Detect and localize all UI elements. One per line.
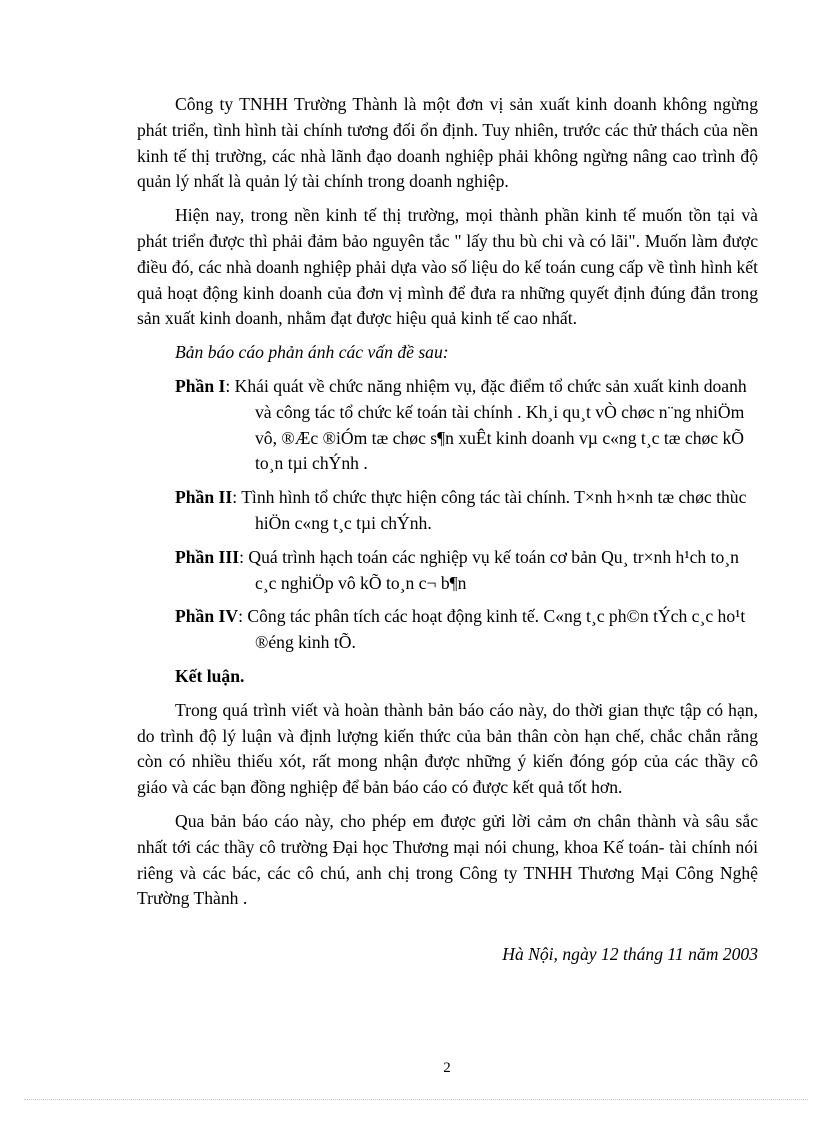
part-label: Phần I	[175, 375, 226, 396]
outline-item-part-3: Phần III: Quá trình hạch toán các nghiệp vụ kế toán cơ bản Qu¸ tr×nh h¹ch to¸n c¸c nghiÖp vô kÕ to¸n c¬ b¶n	[175, 546, 739, 593]
report-outline-intro: Bản báo cáo phản ánh các vấn đề sau:	[175, 342, 449, 363]
part-label: Phần III	[175, 546, 240, 567]
page-content	[137, 92, 758, 968]
page-number: 2	[443, 1060, 451, 1076]
conclusion-paragraph: Qua bản báo cáo này, cho phép em được gửi lời cảm ơn chân thành và sâu sắc nhất tới các thầy cô trường Đại học Thương mại nói chung, khoa Kế toán- tài chính nói riêng và các bác, các cô chú, anh chị trong Công ty TNHH Thương Mại Công Nghệ Trường Thành .	[137, 810, 758, 909]
part-description: Tình hình tổ chức thực hiện công tác tài chính. T×nh h×nh tæ chøc thùc hiÖn c«ng t¸c tµi chÝnh.	[241, 487, 747, 533]
date-signature: Hà Nội, ngày 12 tháng 11 năm 2003	[502, 944, 758, 965]
part-label: Phần II	[175, 487, 233, 508]
part-description: Quá trình hạch toán các nghiệp vụ kế toán cơ bản Qu¸ tr×nh h¹ch to¸n c¸c nghiÖp vô kÕ to¸n c¬ b¶n	[248, 546, 739, 593]
conclusion-paragraph: Trong quá trình viết và hoàn thành bản báo cáo này, do thời gian thực tập có hạn, do trình độ lý luận và định lượng kiến thức của bản thân còn hạn chế, chắc chắn rằng còn có nhiều thiếu xót, rất mong nhận được những ý kiến đóng góp của các thầy cô giáo và các bạn đồng nghiệp để bản báo cáo có được kết quả tốt hơn.	[137, 699, 758, 798]
outline-item-part-1: Phần I: Khái quát về chức năng nhiệm vụ, đặc điểm tổ chức sản xuất kinh doanh và công tác tổ chức kế toán tài chính . Kh¸i qu¸t vÒ chøc n¨ng nhiÖm vô, ®Æc ®iÓm tæ chøc s¶n xuÊt kinh doanh vµ c«ng t¸c tæ chøc kÕ to¸n tµi chÝnh .	[175, 375, 747, 474]
part-label: Phần IV	[175, 606, 239, 627]
conclusion-heading: Kết luận.	[175, 665, 245, 686]
part-description: Công tác phân tích các hoạt động kinh tế. C«ng t¸c ph©n tÝch c¸c ho¹t ®éng kinh tÕ.	[247, 606, 746, 653]
body-paragraph: Công ty TNHH Trường Thành là một đơn vị sản xuất kinh doanh không ngừng phát triển, tình hình tài chính tương đối ổn định. Tuy nhiên, trước các thử thách của nền kinh tế thị trường, các nhà lãnh đạo doanh nghiệp phải không ngừng nâng cao trình độ quản lý nhất là quản lý tài chính trong doanh nghiệp.	[137, 94, 758, 192]
outline-item-part-2: Phần II: Tình hình tổ chức thực hiện công tác tài chính. T×nh h×nh tæ chøc thùc hiÖn c«ng t¸c tµi chÝnh.	[175, 487, 747, 533]
page-bottom-divider	[24, 1099, 808, 1100]
body-paragraph: Hiện nay, trong nền kinh tế thị trường, mọi thành phần kinh tế muốn tồn tại và phát triển được thì phải đảm bảo nguyên tắc " lấy thu bù chi và có lãi". Muốn làm được điều đó, các nhà doanh nghiệp phải dựa vào số liệu do kế toán cung cấp về tình hình kết quả hoạt động kinh doanh của đơn vị mình để đưa ra những quyết định đúng đắn trong sản xuất kinh doanh, nhằm đạt được hiệu quả kinh tế cao nhất.	[137, 205, 758, 329]
part-description: Khái quát về chức năng nhiệm vụ, đặc điểm tổ chức sản xuất kinh doanh và công tác tổ chức kế toán tài chính . Kh¸i qu¸t vÒ chøc n¨ng nhiÖm vô, ®Æc ®iÓm tæ chøc s¶n xuÊt kinh doanh vµ c«ng t¸c tæ chøc kÕ to¸n tµi chÝnh .	[234, 375, 747, 474]
outline-item-part-4: Phần IV: Công tác phân tích các hoạt động kinh tế. C«ng t¸c ph©n tÝch c¸c ho¹t ®éng kinh tÕ.	[175, 606, 746, 653]
